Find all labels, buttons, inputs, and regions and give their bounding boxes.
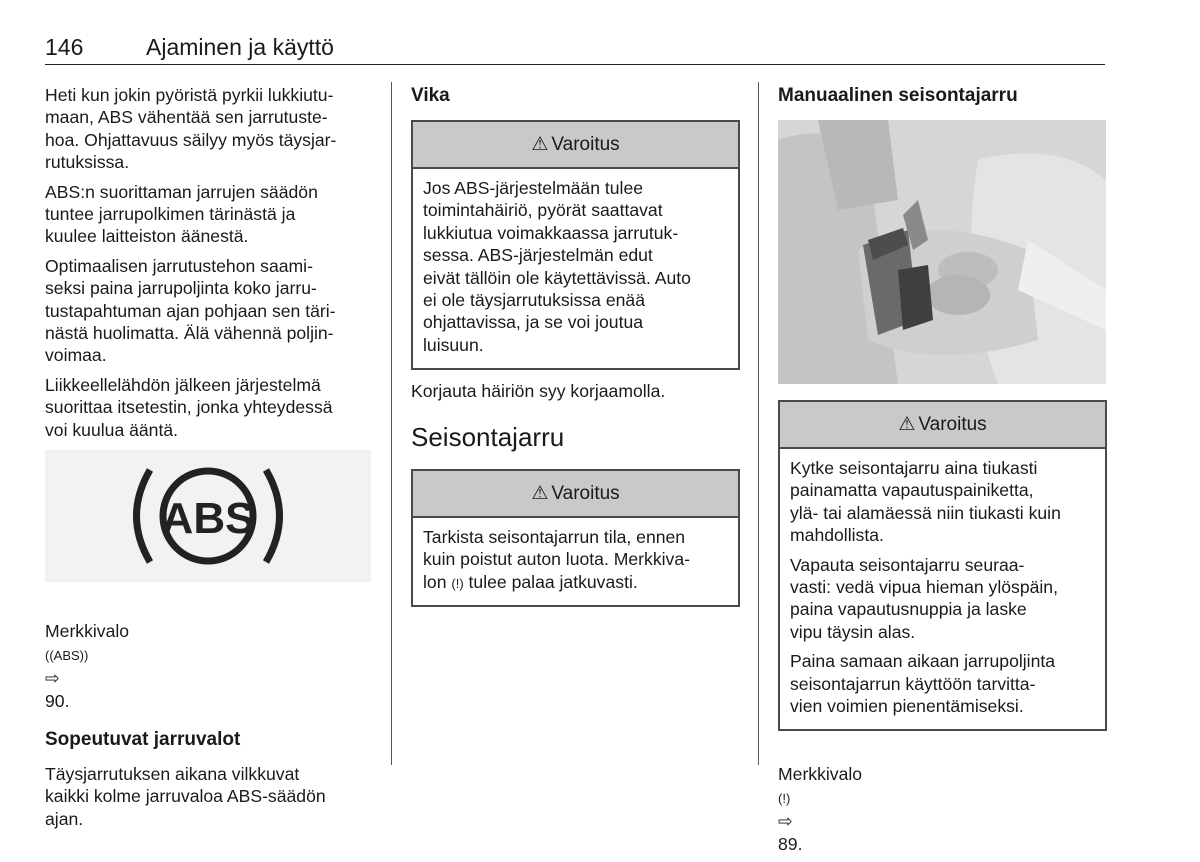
abs-symbol-text: ABS xyxy=(161,494,255,543)
column-1 xyxy=(45,84,380,448)
abs-indicator-icon: ((ABS)) xyxy=(45,647,89,663)
warning-box xyxy=(411,469,740,607)
paragraph: Korjauta häiriön syy korjaamolla. xyxy=(411,381,666,401)
paragraph: Optimaalisen jarrutustehon saami- seksi paina jarrupoljinta koko jarru- tustapahtuman ajan pohjaan sen täri- nästä huolimatta. Älä vähennä poljin- voimaa. xyxy=(45,255,336,366)
abs-warning-symbol xyxy=(45,450,371,582)
column-1-lower xyxy=(45,598,380,837)
warning-box xyxy=(411,120,740,370)
warning-title: Varoitus xyxy=(918,413,987,435)
parking-brake-indicator-icon: (!) xyxy=(451,575,464,591)
warning-header xyxy=(413,471,738,518)
arrow-icon: ⇨ xyxy=(45,668,60,689)
warning-text: Vapauta seisontajarru seuraa- vasti: vedä vipua hieman ylöspäin, paina vapautusnuppia ja laske vipu täysin alas. xyxy=(790,554,1058,642)
warning-header xyxy=(413,122,738,169)
section-heading-manual-parking-brake: Manuaalinen seisontajarru xyxy=(778,85,1018,106)
parking-brake-lever-photo xyxy=(778,120,1106,384)
page-number: 146 xyxy=(45,34,84,60)
page-reference: 89. xyxy=(778,833,803,854)
warning-text: Kytke seisontajarru aina tiukasti painamatta vapautuspainiketta, ylä- tai alamäessä niin tiukasti kuin mahdollista. xyxy=(790,458,1061,546)
warning-title: Varoitus xyxy=(551,482,620,504)
paragraph: Liikkeellelähdön jälkeen järjestelmä suorittaa itsetestin, jonka yhteydessä voi kuulua ääntä. xyxy=(45,374,333,440)
warning-body xyxy=(413,518,738,608)
warning-triangle-icon: ⚠ xyxy=(531,483,549,504)
indicator-label: Merkkivalo xyxy=(778,764,863,785)
warning-title: Varoitus xyxy=(551,133,620,155)
warning-text-part: tulee palaa jatkuvasti. xyxy=(468,571,638,592)
subheading: Sopeutuvat jarruvalot xyxy=(45,729,241,751)
column-divider xyxy=(391,82,392,765)
section-heading-vika: Vika xyxy=(411,85,450,106)
column-2-heading xyxy=(411,84,741,115)
warning-text: Paina samaan aikaan jarrupoljinta seisontajarrun käyttöön tarvitta- vien voimien pienentämiseksi. xyxy=(790,651,1056,717)
section-heading-seisontajarru: Seisontajarru xyxy=(411,422,565,453)
column-3-heading xyxy=(778,84,1108,115)
header-rule xyxy=(45,64,1105,65)
warning-triangle-icon: ⚠ xyxy=(898,414,916,435)
page-reference: 90. xyxy=(45,690,70,711)
warning-header xyxy=(780,402,1105,449)
paragraph: Heti kun jokin pyöristä pyrkii lukkiutu- maan, ABS vähentää sen jarrutuste- hoa. Ohjattavuus säilyy myös täysjar- rutuksissa. xyxy=(45,85,337,173)
warning-box xyxy=(778,400,1107,731)
indicator-reference xyxy=(45,598,380,712)
paragraph: ABS:n suorittaman jarrujen säädön tuntee jarrupolkimen tärinästä ja kuulee laitteiston äänestä. xyxy=(45,181,318,247)
page-title: Ajaminen ja käyttö xyxy=(146,34,334,60)
warning-text-part: Tarkista seisontajarrun tila, ennen kuin poistut auton luota. Merkkiva- lon xyxy=(423,527,690,592)
arrow-icon: ⇨ xyxy=(778,811,793,832)
warning-body xyxy=(780,449,1105,730)
indicator-reference xyxy=(778,741,1108,855)
warning-body xyxy=(413,169,738,369)
warning-text: Jos ABS-järjestelmään tulee toimintahäiriö, pyörät saattavat lukkiutua voimakkaassa jarrutuk- sessa. ABS-järjestelmän edut eivät tällöin ole käytettävissä. Auto ei ole täysjarrutuksissa enää ohjattavissa, ja se voi joutua luisuun. xyxy=(423,178,691,355)
paragraph: Täysjarrutuksen aikana vilkkuvat kaikki kolme jarruvaloa ABS-säädön ajan. xyxy=(45,764,326,829)
column-divider xyxy=(758,82,759,765)
warning-text xyxy=(423,526,728,595)
warning-triangle-icon: ⚠ xyxy=(531,134,549,155)
parking-brake-indicator-icon: (!) xyxy=(778,790,791,806)
column-2-middle xyxy=(411,380,741,460)
indicator-label: Merkkivalo xyxy=(45,621,130,642)
